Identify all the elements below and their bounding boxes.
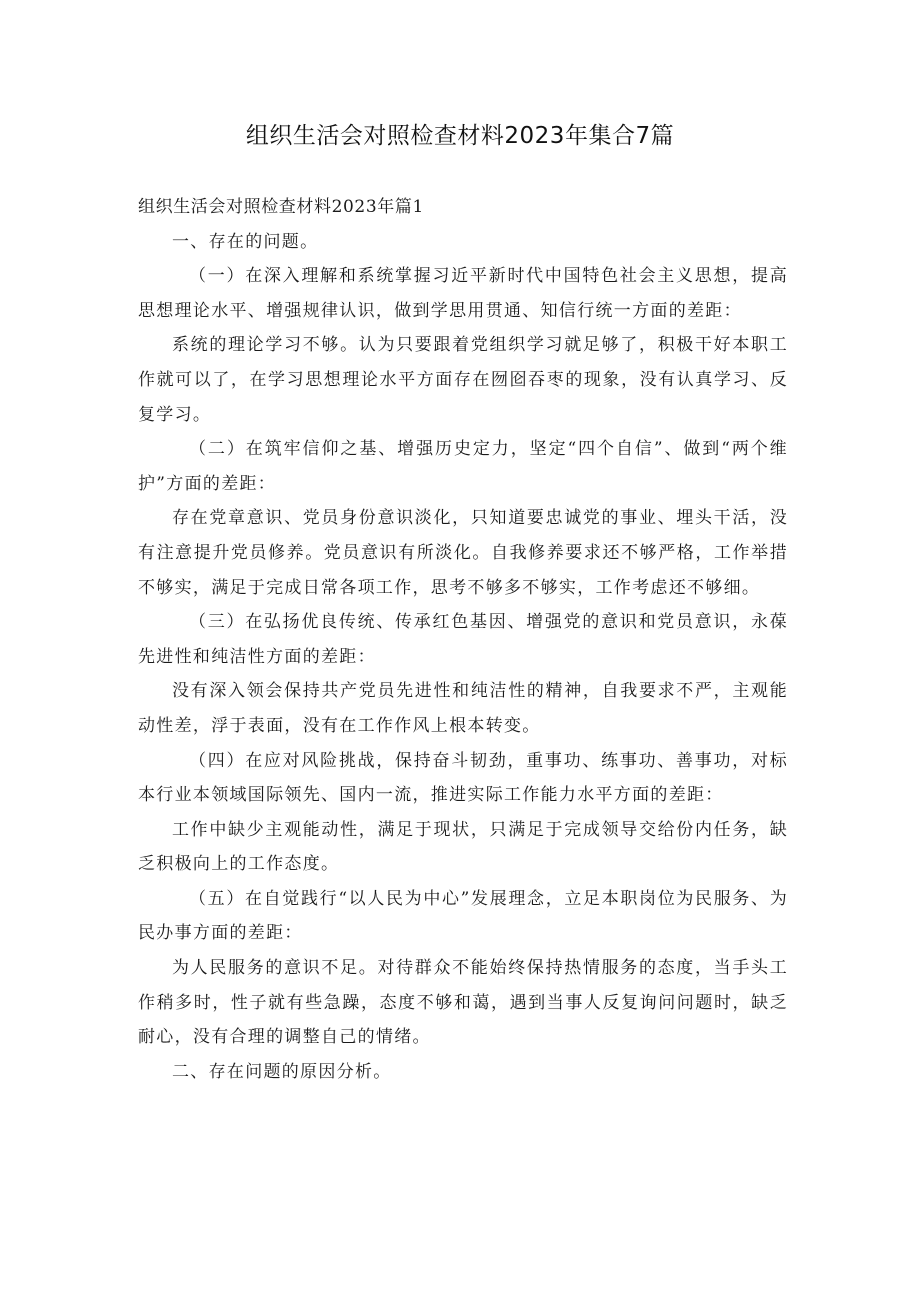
paragraph-point-1-body: 系统的理论学习不够。认为只要跟着党组织学习就足够了，积极干好本职工作就可以了，在学习思想理论水平方面存在囫囵吞枣的现象，没有认真学习、反复学习。 [138, 335, 788, 425]
paragraph-point-5-heading: （五）在自觉践行“以人民为中心”发展理念，立足本职岗位为民服务、为民办事方面的差距： [138, 888, 788, 944]
paragraph-point-5-body: 为人民服务的意识不足。对待群众不能始终保持热情服务的态度，当手头工作稍多时，性子就有些急躁，态度不够和蔼，遇到当事人反复询问问题时，缺乏耐心，没有合理的调整自己的情绪。 [138, 958, 788, 1048]
paragraph-point-3-body: 没有深入领会保持共产党员先进性和纯洁性的精神，自我要求不严，主观能动性差，浮于表面，没有在工作作风上根本转变。 [138, 681, 788, 736]
document-title: 组织生活会对照检查材料2023年集合7篇 [245, 123, 675, 149]
paragraph-point-4-body: 工作中缺少主观能动性，满足于现状，只满足于完成领导交给份内任务，缺乏积极向上的工作态度。 [138, 819, 788, 875]
paragraph-point-1-heading: （一）在深入理解和系统掌握习近平新时代中国特色社会主义思想，提高思想理论水平、增强规律认识，做到学思用贯通、知信行统一方面的差距： [138, 266, 788, 321]
paragraph-issues-heading: 一、存在的问题。 [172, 231, 319, 252]
paragraph-point-3-heading: （三）在弘扬优良传统、传承红色基因、增强党的意识和党员意识，永葆先进性和纯洁性方面的差距： [138, 612, 788, 667]
paragraph-causes-heading: 二、存在问题的原因分析。 [172, 1061, 392, 1082]
section-heading: 组织生活会对照检查材料2023年篇1 [138, 197, 424, 217]
paragraph-point-4-heading: （四）在应对风险挑战，保持奋斗韧劲，重事功、练事功、善事功，对标本行业本领域国际领先、国内一流，推进实际工作能力水平方面的差距： [138, 750, 788, 806]
paragraph-point-2-heading: （二）在筑牢信仰之基、增强历史定力，坚定“四个自信”、做到“两个维护”方面的差距： [138, 439, 788, 494]
paragraph-point-2-body: 存在党章意识、党员身份意识淡化，只知道要忠诚党的事业、埋头干活，没有注意提升党员修养。党员意识有所淡化。自我修养要求还不够严格，工作举措不够实，满足于完成日常各项工作，思考不够多不够实，工作考虑还不够细。 [138, 508, 788, 598]
document-body [138, 190, 788, 1089]
